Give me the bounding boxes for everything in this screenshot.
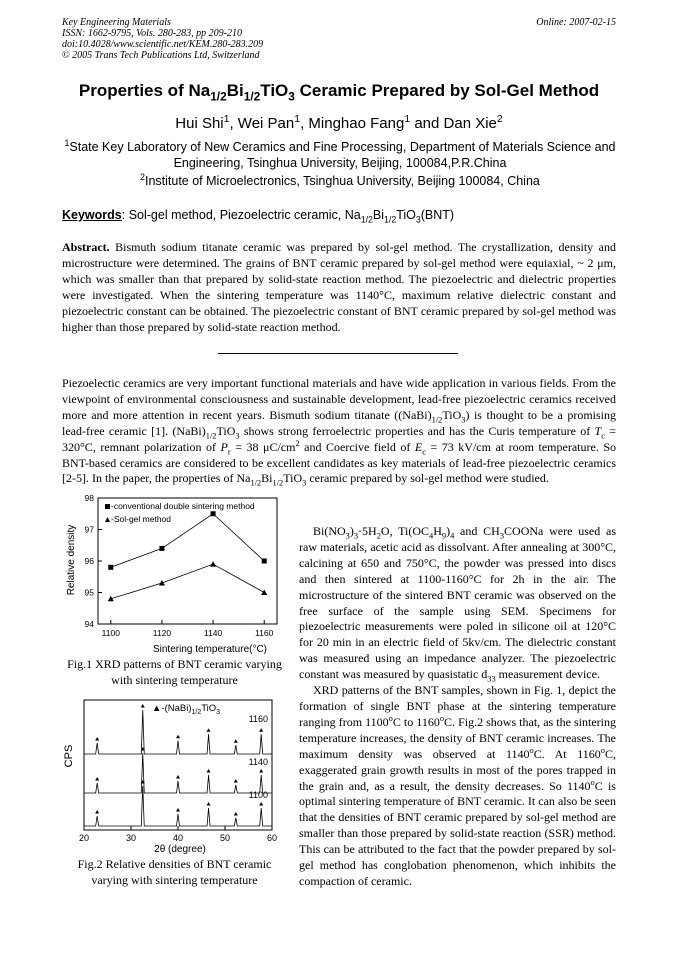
x-tick-label: 1100 xyxy=(101,628,120,638)
data-point-square xyxy=(159,546,164,551)
intro-paragraph: Piezoelectic ceramics are very important functional materials and have wide application in various fields. From the viewpoint of environmental consciousness and sustainable development, lead-free piezoelectric ceramics received more and more attention in recent years. Bismuth sodium titanate $((NaBi)_{1/2}TiO_3)$ is thought to be a promising lead-free ceramic [1]. $(NaBi)_{1/2}TiO_3$ shows strong ferroelectric properties and has the Curis temperature of $T_c = 320^\circ C$, remnant polarization of $P_r = 38$ $\mu C/cm^2$ and Coercive field of $E_c = 73$ kV/cm at room temperature. So BNT-based ceramics are considered to be excellent candidates as key materials of lead-free piezoelectric ceramics [2-5]. In the paper, the properties of $Na_{1/2}Bi_{1/2}TiO_3$ ceramic prepared by sol-gel method were studied. xyxy=(62,376,617,488)
peak-marker-triangle xyxy=(259,728,263,732)
legend-triangle-marker xyxy=(105,517,110,522)
results-paragraph: XRD patterns of the BNT samples, shown in Fig. 1, depict the formation of single BNT phase at the sintering temperature ranging from 1100$^o$C to 1160$^o$C. Fig.2 shows that, as the sintering temperature increases, the density of BNT ceramic increases. The maximum density was observed at 1140$^o$C. At 1160$^o$C, exaggerated grain growth results in most of the pores trapped in the grain and, as a result, the density decreases. So 1140$^o$C is optimal sintering temperature of BNT ceramic. It can also be seen that the densities of BNT ceramic prepared by sol-gel method are smaller than those prepared by solid-state reaction (SSR) method. This can be attributed to the fact that the powder prepared by sol-gel method has conglobation phenomenon, which inhibits the compaction of ceramic. xyxy=(299,683,616,888)
xrd-pattern-1140 xyxy=(84,753,272,793)
x-tick-label: 20 xyxy=(78,833,90,843)
xrd-legend: $▲-(NaBi)_{1/2}TiO_3$ xyxy=(152,703,221,716)
running-header xyxy=(62,17,263,61)
peak-marker-triangle xyxy=(259,769,263,773)
xrd-temperature-label: 1160 xyxy=(248,714,268,724)
series-line-2 xyxy=(111,564,264,599)
peak-marker-triangle xyxy=(234,779,238,783)
y-tick-label: 96 xyxy=(84,556,94,566)
xrd-temperature-label: 1140 xyxy=(248,757,268,767)
y-tick-label: 98 xyxy=(84,493,94,503)
peak-marker-triangle xyxy=(95,810,99,814)
keywords: Keywords: Sol-gel method, Piezoelectric ceramic, $Na_{1/2}Bi_{1/2}TiO_3(BNT)$ xyxy=(62,208,455,225)
x-tick-label: 1160 xyxy=(255,628,274,638)
y-tick-label: 95 xyxy=(84,587,94,598)
author-list: Hui Shi$^1$, Wei Pan$^1$, Minghao Fang$^1$ and Dan Xie$^2$ xyxy=(175,113,503,132)
online-date: Online: 2007-02-15 xyxy=(536,17,616,28)
y-tick-label: 94 xyxy=(84,619,94,629)
x-tick-label: 1140 xyxy=(203,628,223,638)
peak-marker-triangle xyxy=(207,769,211,773)
y-tick-label: 97 xyxy=(84,524,94,535)
data-point-triangle xyxy=(210,561,216,567)
peak-marker-triangle xyxy=(176,808,180,812)
legend-series-1: -conventional double sintering method xyxy=(111,501,255,511)
peak-marker-triangle xyxy=(207,802,211,806)
issn-line: ISSN: 1662-9795, Vols. 280-283, pp 209-210 xyxy=(62,28,242,39)
paper-title: Properties of $Na_{1/2}Bi_{1/2}TiO_3$ Ceramic Prepared by Sol-Gel Method xyxy=(78,81,600,104)
doi-line: doi:10.4028/www.scientific.net/KEM.280-283.209 xyxy=(62,39,264,50)
x-tick-label: 50 xyxy=(219,833,231,843)
journal-name: Key Engineering Materials xyxy=(62,17,171,28)
methods-paragraph: $Bi(NO_3)_3\cdot 5H_2O$, $Ti(OC_4H_9)_4$ and $CH_3COONa$ were used as raw materials, acetic acid as dissolvant. After annealing at 300°C, calcining at 650 and 750°C, the powder was pressed into discs and then sintered at 1100-1160°C for 2h in the air. The microstructure of the sintered BNT ceramic was observed on the free surface of the sample using SEM. Specimens for piezoelectric measurements were poled in silicone oil at 120°C for 20 min in an electric field of 5kv/cm. The dielectric constant was measured using an impedance analyzer. The piezoelectric constant was measured by quasistatic $d_{33}$ measurement device. xyxy=(299,524,617,684)
legend-square-marker xyxy=(105,504,110,509)
x-tick-label: 60 xyxy=(266,833,278,843)
xrd-chart xyxy=(62,696,287,856)
copyright-line: © 2005 Trans Tech Publications Ltd, Switzerland xyxy=(62,50,260,61)
density-chart xyxy=(62,492,287,656)
xrd-temperature-label: 1100 xyxy=(248,790,268,800)
chart-legend xyxy=(105,501,255,524)
x-axis-label-2theta: 2θ (degree) xyxy=(154,844,206,855)
xrd-pattern-1160 xyxy=(84,710,272,754)
peak-marker-triangle xyxy=(234,812,238,816)
affiliation-1: $^1$State Key Laboratory of New Ceramics and Fine Processing, Department of Materials Science and Engineering, Tsinghua University, Beijing, 100084,P.R.China xyxy=(64,137,616,170)
peak-marker-triangle xyxy=(234,739,238,743)
abstract: Abstract. Bismuth sodium titanate ceramic was prepared by sol-gel method. The crystallization, density and microstructure were determined. The grains of BNT ceramic prepared by sol-gel method were equiaxial, ~ 2 μm, which was smaller than that prepared by solid-state reaction method. The piezoelectric and dielectric properties were investigated. When the sintering temperature was 1140°C, maximum relative dielectric constant and piezoelectric constant can be obtained. The piezoelectric constant of BNT ceramic prepared by sol-gel method was higher than those prepared by solid-state reaction method. xyxy=(62,240,616,334)
x-tick-label: 1120 xyxy=(152,628,172,638)
peak-marker-triangle xyxy=(176,735,180,739)
x-tick-label: 40 xyxy=(172,833,184,843)
y-axis-label-cps: CPS xyxy=(63,744,75,768)
data-point-square xyxy=(262,559,267,564)
peak-marker-triangle xyxy=(176,775,180,779)
legend-series-2: -Sol-gel method xyxy=(111,514,172,524)
data-point-square xyxy=(211,511,216,516)
xrd-pattern-1100 xyxy=(84,786,272,826)
peak-marker-triangle xyxy=(95,777,99,781)
x-axis-label: Sintering temperature(°C) xyxy=(152,644,268,655)
peak-marker-triangle xyxy=(259,802,263,806)
peak-marker-triangle xyxy=(95,737,99,741)
section-divider xyxy=(218,353,458,354)
peak-marker-triangle xyxy=(207,728,211,732)
fig2-caption-upper: Fig.1 XRD patterns of BNT ceramic varying with sintering temperature xyxy=(67,657,282,687)
data-point-square xyxy=(108,565,113,570)
x-tick-label: 30 xyxy=(125,833,137,843)
fig-caption-lower: Fig.2 Relative densities of BNT ceramic varying with sintering temperature xyxy=(77,857,272,887)
data-point-triangle xyxy=(159,580,165,586)
peak-marker-triangle xyxy=(141,704,145,708)
right-column-text xyxy=(299,524,616,890)
data-point-triangle xyxy=(261,590,267,596)
affiliation-2: $^2$Institute of Microelectronics, Tsinghua University, Beijing 100084, China xyxy=(140,171,540,188)
y-axis-label: Relative density xyxy=(66,524,77,596)
